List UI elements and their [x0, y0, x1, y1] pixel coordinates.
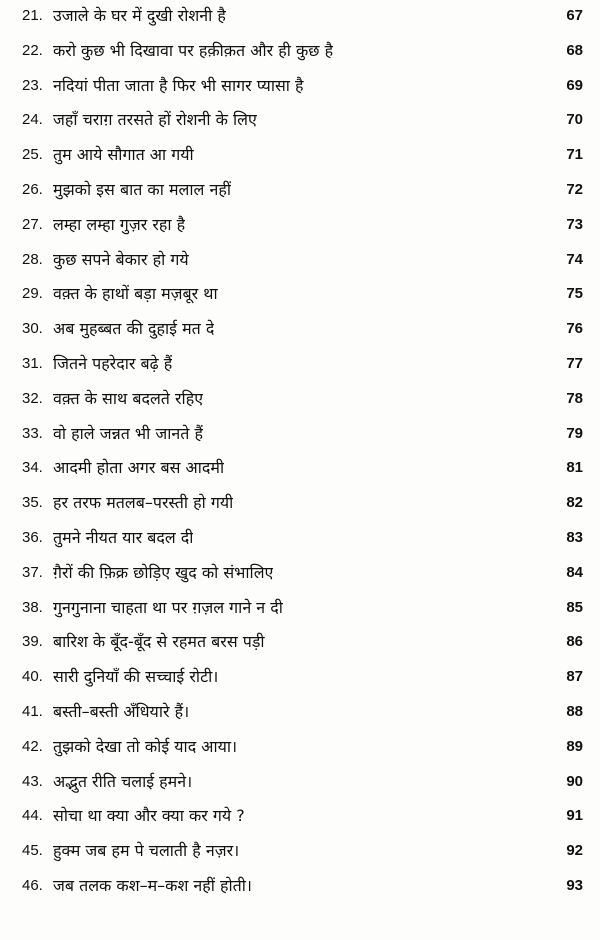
entry-number: 33. [22, 424, 43, 442]
toc-entry [0, 522, 600, 557]
entry-page-number: 69 [566, 76, 583, 94]
entry-page-number: 83 [566, 528, 583, 546]
entry-title: जितने पहरेदार बढ़े हैं [53, 353, 173, 373]
entry-title: वक़्त के हाथों बड़ा मज़बूर था [53, 284, 218, 304]
toc-entry [0, 731, 600, 766]
entry-number: 32. [22, 389, 43, 407]
entry-number: 41. [22, 702, 43, 720]
toc-entry [0, 174, 600, 209]
entry-number: 29. [22, 285, 43, 303]
entry-title: तुझको देखा तो कोई याद आया। [53, 736, 238, 756]
toc-entry [0, 696, 600, 731]
toc-entry [0, 835, 600, 870]
entry-page-number: 82 [566, 494, 583, 512]
entry-number: 25. [22, 146, 43, 164]
entry-number: 42. [22, 737, 43, 755]
entry-title: करो कुछ भी दिखावा पर हक़ीक़त और ही कुछ है [53, 40, 334, 60]
entry-number: 46. [22, 876, 43, 894]
toc-entry [0, 487, 600, 522]
entry-number: 34. [22, 459, 43, 477]
entry-number: 43. [22, 772, 43, 790]
entry-number: 21. [22, 7, 43, 24]
entry-title: आदमी होता अगर बस आदमी [53, 458, 225, 478]
entry-page-number: 91 [566, 807, 583, 825]
entry-page-number: 78 [566, 389, 583, 407]
entry-page-number: 90 [566, 772, 583, 790]
entry-title: हर तरफ मतलब–परस्ती हो गयी [53, 493, 234, 513]
entry-title: अद्भुत रीति चलाई हमने। [53, 771, 193, 791]
toc-entry [0, 139, 600, 174]
toc-entry [0, 626, 600, 661]
entry-page-number: 76 [566, 320, 583, 338]
entry-number: 22. [22, 41, 43, 59]
entry-page-number: 73 [566, 215, 583, 233]
entry-title: ग़ैरों की फ़िक्र छोड़िए खुद को संभालिए [53, 562, 274, 582]
entry-page-number: 84 [566, 563, 583, 581]
entry-number: 24. [22, 111, 43, 129]
entry-page-number: 88 [566, 702, 583, 720]
entry-page-number: 79 [566, 424, 583, 442]
toc-entry [0, 557, 600, 592]
toc-entry [0, 452, 600, 487]
entry-title: गुनगुनाना चाहता था पर ग़ज़ल गाने न दी [53, 597, 283, 617]
entry-number: 28. [22, 250, 43, 268]
toc-entry [0, 0, 600, 35]
toc-entry [0, 104, 600, 139]
entry-title: बारिश के बूँद-बूँद से रहमत बरस पड़ी [53, 632, 265, 652]
entry-number: 35. [22, 494, 43, 512]
entry-number: 36. [22, 528, 43, 546]
toc-entry [0, 348, 600, 383]
entry-page-number: 67 [566, 7, 583, 24]
entry-page-number: 68 [566, 41, 583, 59]
entry-title: सोचा था क्या और क्या कर गये ? [53, 806, 245, 826]
entry-number: 40. [22, 668, 43, 686]
entry-page-number: 72 [566, 180, 583, 198]
entry-title: हुक्म जब हम पे चलाती है नज़र। [53, 841, 240, 861]
entry-title: उजाले के घर में दुखी रोशनी है [53, 6, 226, 25]
entry-number: 39. [22, 633, 43, 651]
entry-number: 31. [22, 354, 43, 372]
entry-page-number: 74 [566, 250, 583, 268]
entry-page-number: 71 [566, 146, 583, 164]
entry-number: 45. [22, 842, 43, 860]
entry-number: 27. [22, 215, 43, 233]
entry-page-number: 75 [566, 285, 583, 303]
entry-page-number: 77 [566, 354, 583, 372]
entry-page-number: 93 [566, 876, 583, 894]
entry-title: सारी दुनियाँ की सच्चाई रोटी। [53, 667, 219, 687]
entry-title: तुमने नीयत यार बदल दी [53, 527, 194, 547]
entry-title: बस्ती–बस्ती अँधियारे हैं। [53, 701, 190, 721]
toc-entry [0, 766, 600, 801]
entry-title: तुम आये सौगात आ गयी [53, 145, 194, 165]
entry-title: वक़्त के साथ बदलते रहिए [53, 388, 204, 408]
entry-number: 23. [22, 76, 43, 94]
toc-entry [0, 313, 600, 348]
entry-title: जब तलक कश–म–कश नहीं होती। [53, 875, 253, 895]
toc-entry [0, 800, 600, 835]
toc-entry [0, 661, 600, 696]
entry-page-number: 81 [566, 459, 583, 477]
entry-title: जहाँ चराग़ तरसते हों रोशनी के लिए [53, 110, 257, 130]
entry-page-number: 92 [566, 842, 583, 860]
toc-entry [0, 278, 600, 313]
toc-entry [0, 383, 600, 418]
entry-page-number: 89 [566, 737, 583, 755]
entry-title: कुछ सपने बेकार हो गये [53, 249, 189, 269]
entry-number: 26. [22, 180, 43, 198]
toc-entry [0, 870, 600, 905]
entry-title: लम्हा लम्हा गुज़र रहा है [53, 214, 186, 234]
entry-title: नदियां पीता जाता है फिर भी सागर प्यासा है [53, 75, 304, 95]
entry-title: मुझको इस बात का मलाल नहीं [53, 179, 231, 199]
entry-number: 30. [22, 320, 43, 338]
entry-page-number: 87 [566, 668, 583, 686]
toc-entry [0, 209, 600, 244]
toc-entry [0, 418, 600, 453]
entry-page-number: 85 [566, 598, 583, 616]
toc-entry [0, 244, 600, 279]
entry-page-number: 86 [566, 633, 583, 651]
toc-entry [0, 592, 600, 627]
entry-number: 38. [22, 598, 43, 616]
entry-title: अब मुहब्बत की दुहाई मत दे [53, 319, 215, 339]
entry-number: 37. [22, 563, 43, 581]
entry-title: वो हाले जन्नत भी जानते हैं [53, 423, 203, 443]
entry-number: 44. [22, 807, 43, 825]
toc-entry [0, 35, 600, 70]
entry-page-number: 70 [566, 111, 583, 129]
toc-entry [0, 70, 600, 105]
